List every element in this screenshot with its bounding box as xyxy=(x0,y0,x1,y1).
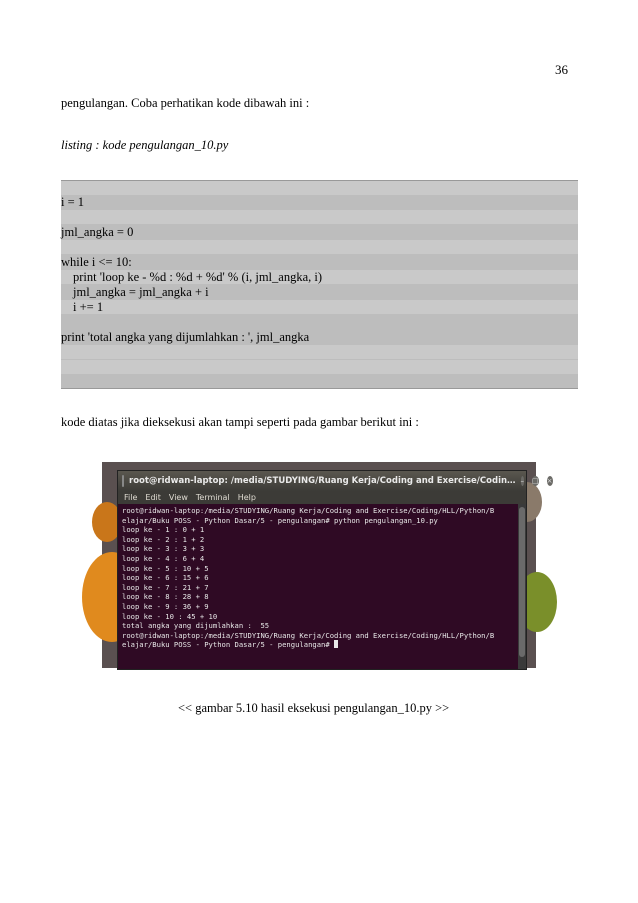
menu-file[interactable]: File xyxy=(124,493,138,502)
terminal-line: loop ke - 8 : 28 + 8 xyxy=(122,592,209,602)
code-line: jml_angka = 0 xyxy=(61,225,134,239)
terminal-prompt-line xyxy=(122,640,522,650)
terminal-screenshot xyxy=(102,462,553,668)
code-line: i = 1 xyxy=(61,195,85,209)
terminal-titlebar xyxy=(118,471,553,491)
terminal-line: loop ke - 5 : 10 + 5 xyxy=(122,563,209,573)
terminal-line: loop ke - 10 : 45 + 10 xyxy=(122,611,218,621)
minimize-icon[interactable]: – xyxy=(520,477,525,485)
terminal-line: loop ke - 2 : 1 + 2 xyxy=(122,534,205,544)
figure-caption: << gambar 5.10 hasil eksekusi pengulangan_10.py >> xyxy=(178,701,450,715)
terminal-line: loop ke - 1 : 0 + 1 xyxy=(122,525,205,535)
listing-caption: listing : kode pengulangan_10.py xyxy=(61,138,229,152)
terminal-line: loop ke - 9 : 36 + 9 xyxy=(122,601,209,611)
scrollbar-thumb[interactable] xyxy=(519,507,525,657)
terminal-line: root@ridwan-laptop:/media/STUDYING/Ruang Kerja/Coding and Exercise/Coding/HLL/Python/B xyxy=(122,630,495,640)
terminal-app-icon xyxy=(122,475,124,487)
terminal-line: elajar/Buku POSS - Python Dasar/5 - pengulangan# python pengulangan_10.py xyxy=(122,515,438,525)
terminal-line: root@ridwan-laptop:/media/STUDYING/Ruang Kerja/Coding and Exercise/Coding/HLL/Python/B xyxy=(122,506,495,515)
terminal-line: loop ke - 3 : 3 + 3 xyxy=(122,544,205,554)
code-line: jml_angka = jml_angka + i xyxy=(73,285,209,299)
terminal-line: loop ke - 6 : 15 + 6 xyxy=(122,573,209,583)
terminal-window xyxy=(117,470,553,670)
cursor-icon xyxy=(334,640,338,648)
code-line: print 'loop ke - %d : %d + %d' % (i, jml_angka, i) xyxy=(61,270,578,284)
terminal-line: loop ke - 7 : 21 + 7 xyxy=(122,582,209,592)
code-line: while i <= 10: xyxy=(61,255,132,269)
terminal-line: total angka yang dijumlahkan : 55 xyxy=(122,621,270,631)
menu-bar xyxy=(118,491,526,504)
maximize-icon[interactable]: □ xyxy=(532,477,539,485)
window-title: root@ridwan-laptop: /media/STUDYING/Ruang Kerja/Coding and Exercise/Codin… xyxy=(129,476,516,486)
menu-view[interactable]: View xyxy=(168,493,188,502)
code-line: i += 1 xyxy=(61,300,578,314)
close-icon[interactable]: × xyxy=(546,477,553,485)
code-listing xyxy=(61,180,578,389)
menu-help[interactable]: Help xyxy=(237,493,256,502)
terminal-line: loop ke - 4 : 6 + 4 xyxy=(122,553,205,563)
menu-edit[interactable]: Edit xyxy=(145,493,161,502)
code-line: print 'total angka yang dijumlahkan : ', jml_angka xyxy=(61,330,310,344)
terminal-output[interactable] xyxy=(118,504,526,652)
terminal-prompt: elajar/Buku POSS - Python Dasar/5 - pengulangan# xyxy=(122,640,335,650)
description-text: kode diatas jika dieksekusi akan tampi seperti pada gambar berikut ini : xyxy=(61,415,419,429)
page-number: 36 xyxy=(555,62,568,77)
menu-terminal[interactable]: Terminal xyxy=(195,493,230,502)
intro-text: pengulangan. Coba perhatikan kode dibawah ini : xyxy=(61,96,310,110)
